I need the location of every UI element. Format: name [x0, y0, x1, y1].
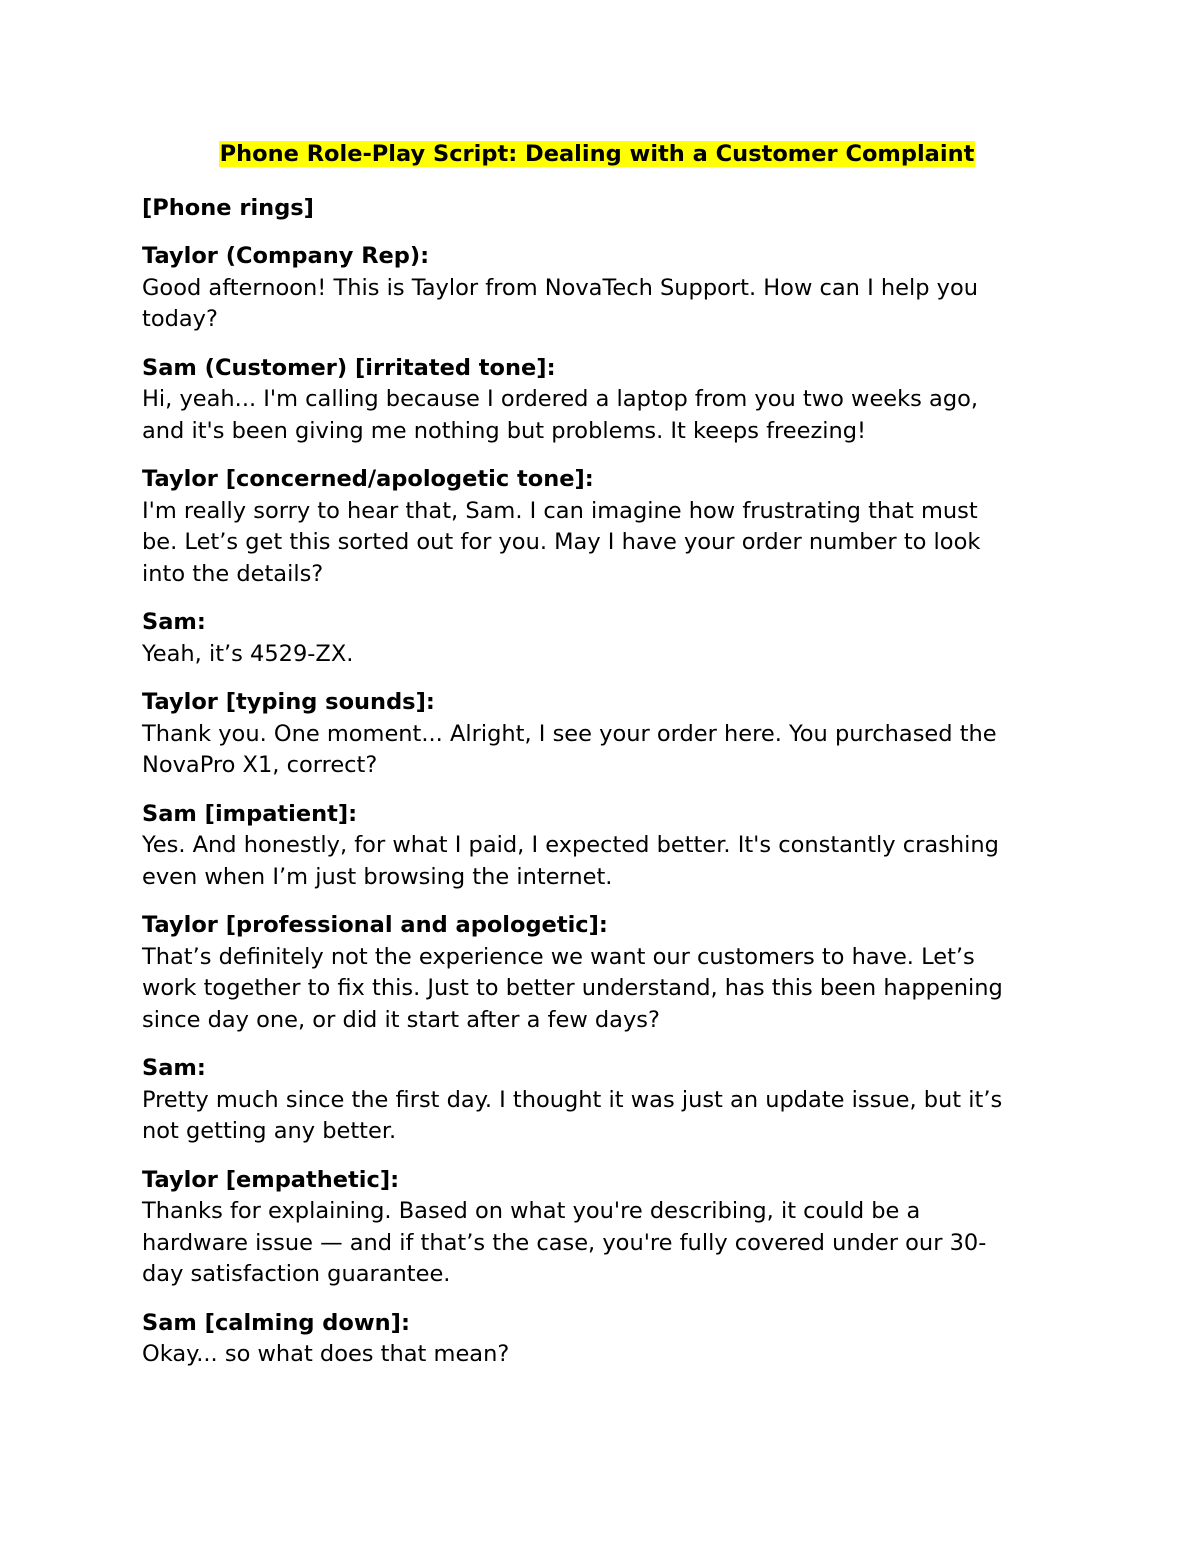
speaker-label: Sam (Customer) [irritated tone]: [142, 354, 556, 381]
dialogue-turn [142, 799, 1052, 894]
dialogue-turn [142, 1053, 1052, 1148]
dialogue-line: Yes. And honestly, for what I paid, I expected better. It's constantly crashing even when I’m just browsing the internet. [142, 832, 999, 890]
speaker-label: Sam [impatient]: [142, 800, 358, 827]
dialogue-line: Hi, yeah... I'm calling because I ordered a laptop from you two weeks ago, and it's been giving me nothing but problems. It keeps freezing! [142, 386, 979, 444]
dialogue-line: Okay... so what does that mean? [142, 1341, 510, 1367]
stage-direction: [Phone rings] [142, 195, 314, 221]
document-page [142, 138, 1052, 1388]
dialogue-turn [142, 1308, 1052, 1371]
speaker-label: Taylor [typing sounds]: [142, 689, 435, 715]
dialogue-turn [142, 353, 1052, 448]
dialogue-turn [142, 687, 1052, 782]
dialogue-turn [142, 607, 1052, 670]
dialogue-turn [142, 241, 1052, 336]
dialogue-line: I'm really sorry to hear that, Sam. I can imagine how frustrating that must be. Let’s get this sorted out for you. May I have your order number to look into the details? [142, 497, 981, 587]
speaker-label: Taylor [concerned/apologetic tone]: [142, 466, 594, 492]
dialogue-line: Good afternoon! This is Taylor from NovaTech Support. How can I help you today? [142, 274, 978, 332]
dialogue-line: Pretty much since the first day. I thought it was just an update issue, but it’s not getting any better. [142, 1086, 1003, 1144]
speaker-label: Taylor (Company Rep): [142, 243, 430, 269]
title-container [142, 138, 1052, 171]
dialogue-line: Thanks for explaining. Based on what you're describing, it could be a hardware issue — and if that’s the case, you're fully covered under our 30- day satisfaction guarantee. [142, 1198, 987, 1287]
dialogue-turn [142, 1165, 1052, 1291]
speaker-label: Sam [calming down]: [142, 1309, 410, 1336]
dialogue-line: That’s definitely not the experience we want our customers to have. Let’s work together to fix this. Just to better understand, has this been happening since day one, or did it start after a few days? [142, 943, 1003, 1033]
speaker-label: Sam: [142, 1055, 206, 1081]
speaker-label: Sam: [142, 609, 206, 635]
speaker-label: Taylor [empathetic]: [142, 1166, 400, 1193]
speaker-label: Taylor [professional and apologetic]: [142, 912, 608, 938]
dialogue-turn [142, 464, 1052, 590]
dialogue-turn [142, 910, 1052, 1036]
dialogue-line: Thank you. One moment... Alright, I see your order here. You purchased the NovaPro X1, correct? [142, 720, 997, 778]
dialogue-line: Yeah, it’s 4529-ZX. [142, 640, 354, 667]
document-title: Phone Role-Play Script: Dealing with a Customer Complaint [219, 141, 975, 167]
